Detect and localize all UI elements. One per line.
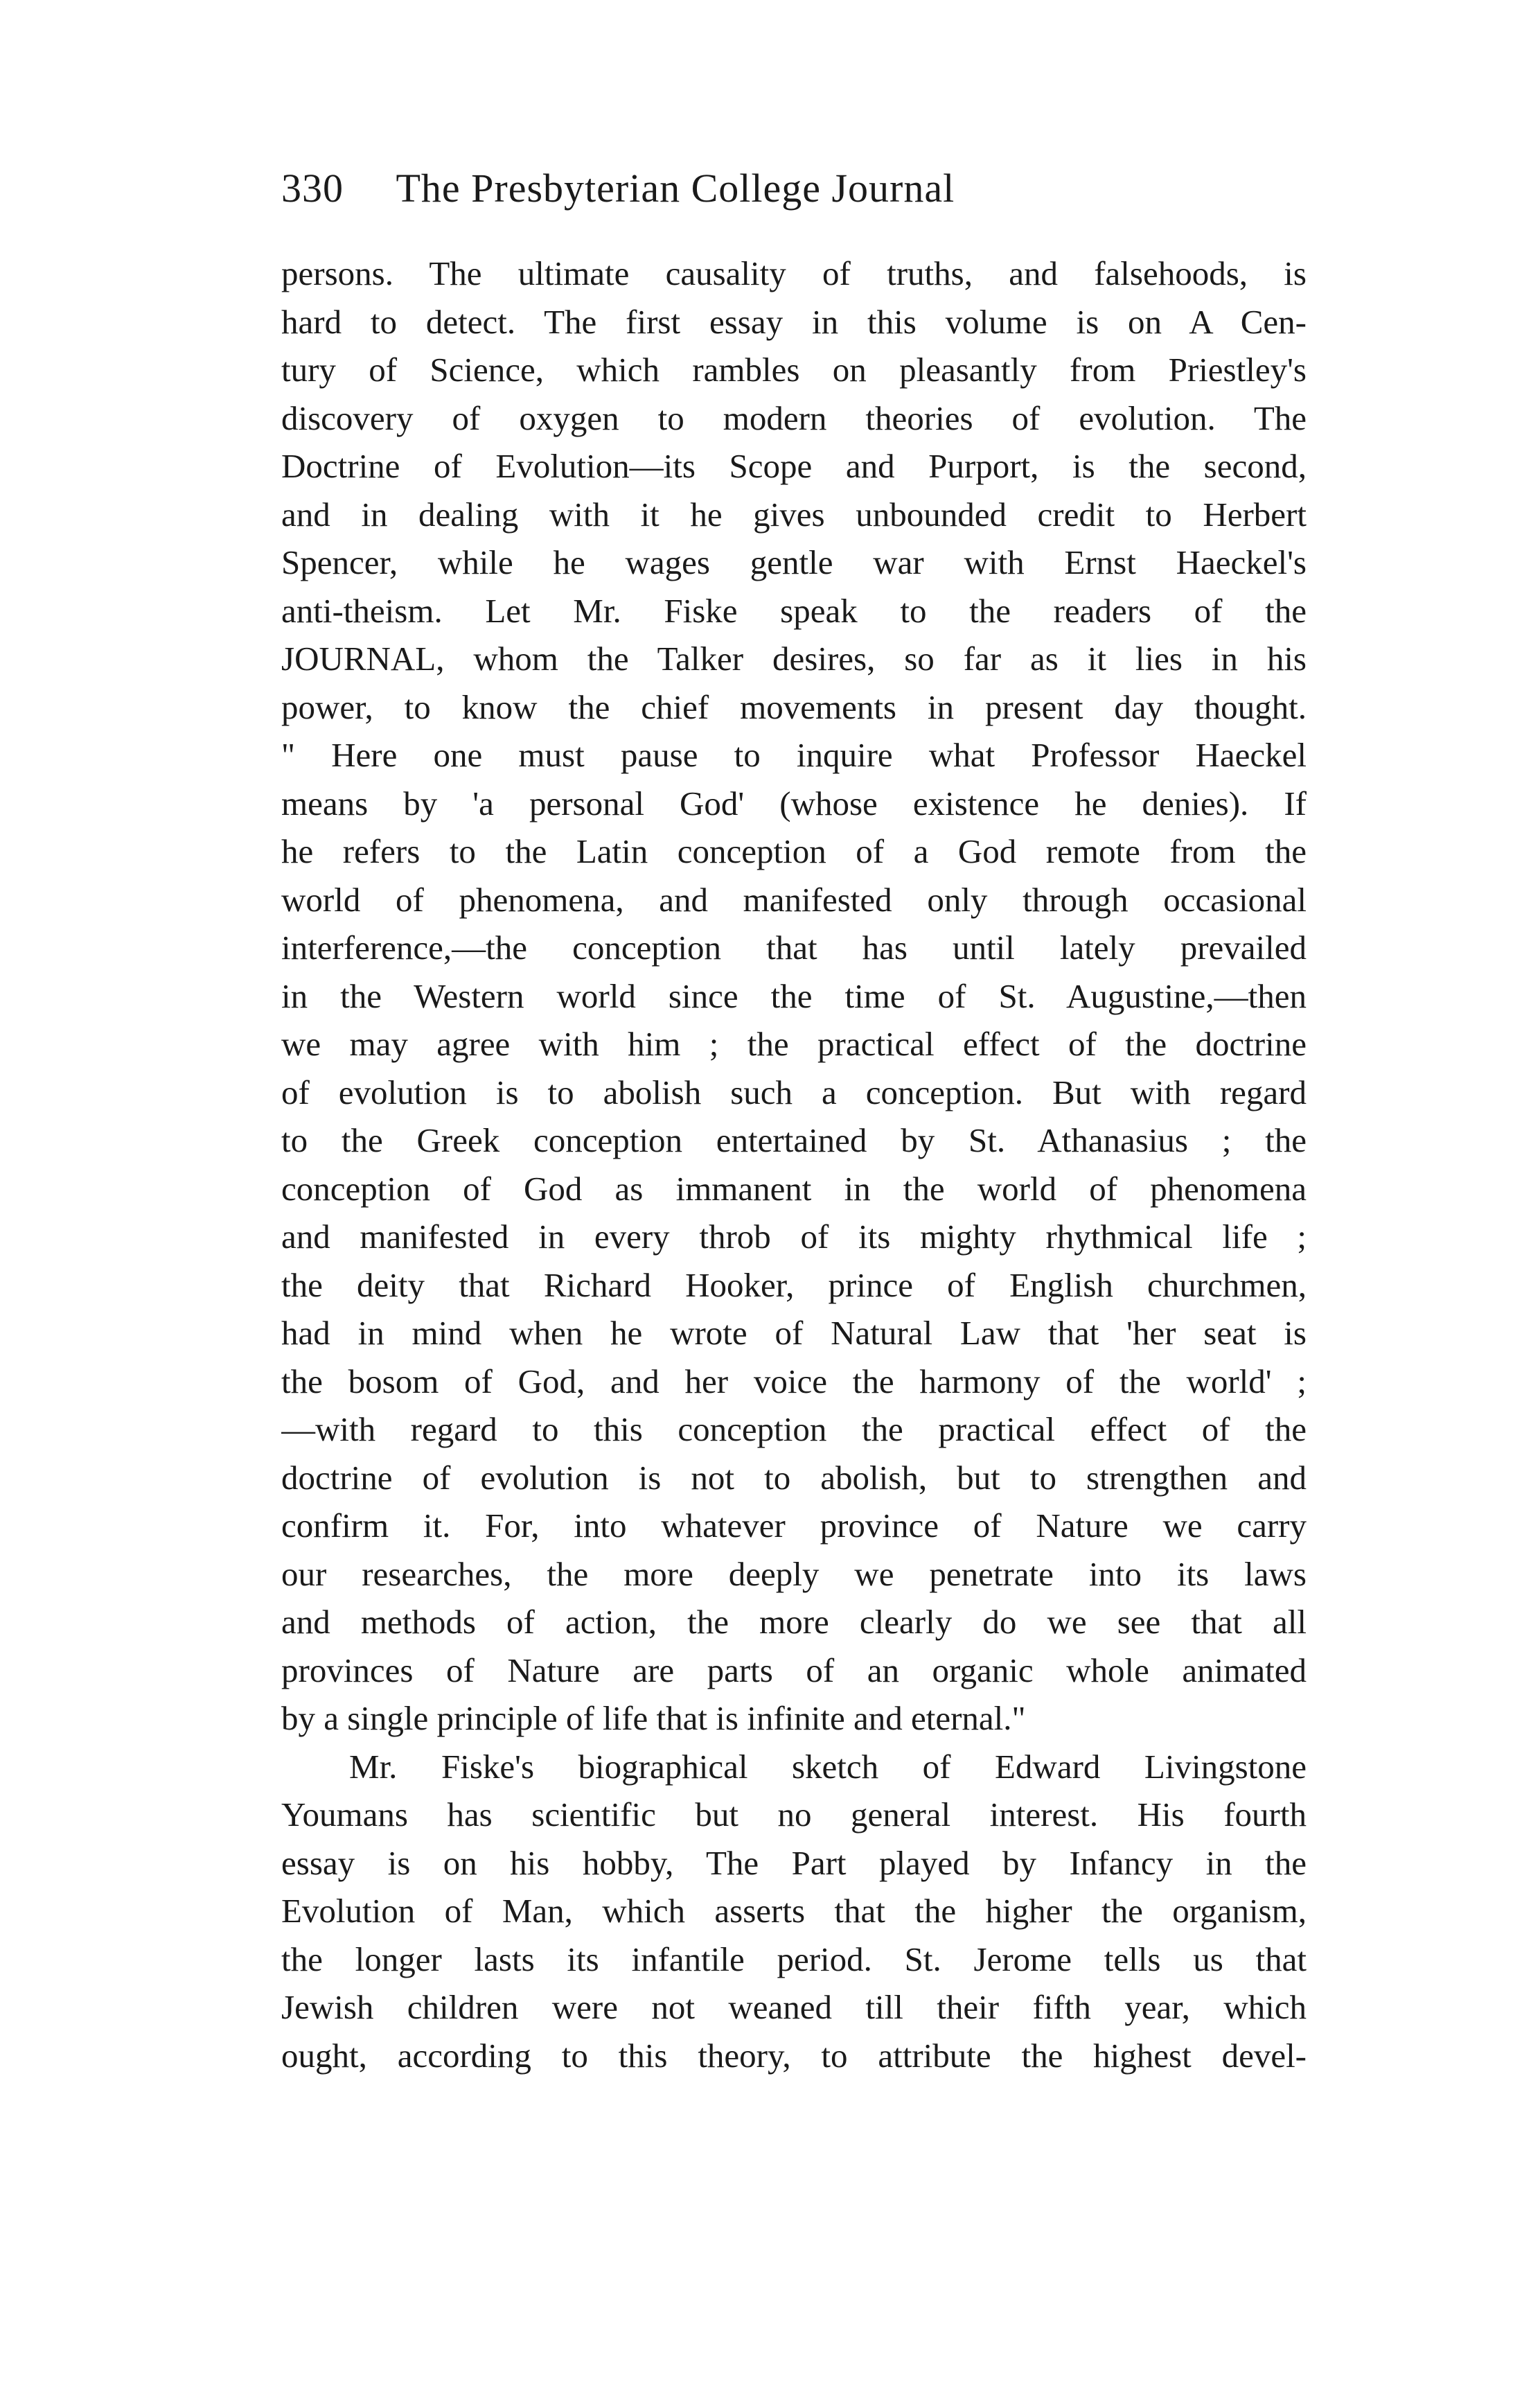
text-line: our researches, the more deeply we penetrate into its laws (281, 1554, 1307, 1593)
page-number: 330 (281, 166, 344, 211)
text-line: " Here one must pause to inquire what Professor Haeckel (281, 736, 1307, 774)
text-line: conception of God as immanent in the world of phenomena (281, 1169, 1307, 1208)
text-line: the longer lasts its infantile period. St. Jerome tells us that (281, 1940, 1307, 1978)
running-head (281, 165, 1307, 220)
text-line: the deity that Richard Hooker, prince of English churchmen, (281, 1265, 1307, 1304)
text-line: provinces of Nature are parts of an organic whole animated (281, 1651, 1307, 1689)
text-line: anti-theism. Let Mr. Fiske speak to the readers of the (281, 591, 1307, 630)
text-line: power, to know the chief movements in present day thought. (281, 687, 1307, 726)
text-line: —with regard to this conception the practical effect of the (281, 1410, 1307, 1448)
text-line: essay is on his hobby, The Part played by Infancy in the (281, 1843, 1307, 1882)
text-line: we may agree with him ; the practical effect of the doctrine (281, 1025, 1307, 1063)
text-line: means by 'a personal God' (whose existence he denies). If (281, 784, 1307, 823)
text-line: the bosom of God, and her voice the harmony of the world' ; (281, 1362, 1307, 1400)
text-line: Jewish children were not weaned till their fifth year, which (281, 1988, 1307, 2026)
text-line: and methods of action, the more clearly do we see that all (281, 1603, 1307, 1641)
text-line: Evolution of Man, which asserts that the higher the organism, (281, 1892, 1307, 1930)
text-line: ought, according to this theory, to attribute the highest devel- (281, 2036, 1307, 2075)
text-line: by a single principle of life that is infinite and eternal." (281, 1699, 1026, 1737)
text-line: doctrine of evolution is not to abolish, but to strengthen and (281, 1458, 1307, 1497)
text-line: persons. The ultimate causality of truths, and falsehoods, is (281, 254, 1307, 292)
text-line: Mr. Fiske's biographical sketch of Edward Livingstone (349, 1747, 1307, 1786)
text-line: interference,—the conception that has until lately prevailed (281, 929, 1307, 967)
text-line: to the Greek conception entertained by St. Athanasius ; the (281, 1121, 1307, 1159)
text-line: Spencer, while he wages gentle war with Ernst Haeckel's (281, 543, 1307, 581)
text-line: Youmans has scientific but no general interest. His fourth (281, 1795, 1307, 1834)
text-line: discovery of oxygen to modern theories of evolution. The (281, 398, 1307, 437)
text-line: tury of Science, which rambles on pleasantly from Priestley's (281, 351, 1307, 389)
body-text (281, 249, 1307, 2079)
text-line: he refers to the Latin conception of a God remote from the (281, 832, 1307, 870)
text-line: Doctrine of Evolution—its Scope and Purport, is the second, (281, 447, 1307, 485)
text-line: hard to detect. The first essay in this volume is on A Cen- (281, 302, 1307, 341)
text-line: and manifested in every throb of its mighty rhythmical life ; (281, 1217, 1307, 1256)
journal-title: The Presbyterian College Journal (396, 166, 955, 211)
text-line: of evolution is to abolish such a conception. But with regard (281, 1073, 1307, 1111)
text-line: world of phenomena, and manifested only through occasional (281, 880, 1307, 919)
text-line: JOURNAL, whom the Talker desires, so far as it lies in his (281, 640, 1307, 678)
text-line: had in mind when he wrote of Natural Law that 'her seat is (281, 1314, 1307, 1352)
text-line: and in dealing with it he gives unbounded credit to Herbert (281, 495, 1307, 534)
text-line: in the Western world since the time of St. Augustine,—then (281, 976, 1307, 1015)
text-line: confirm it. For, into whatever province of Nature we carry (281, 1506, 1307, 1545)
